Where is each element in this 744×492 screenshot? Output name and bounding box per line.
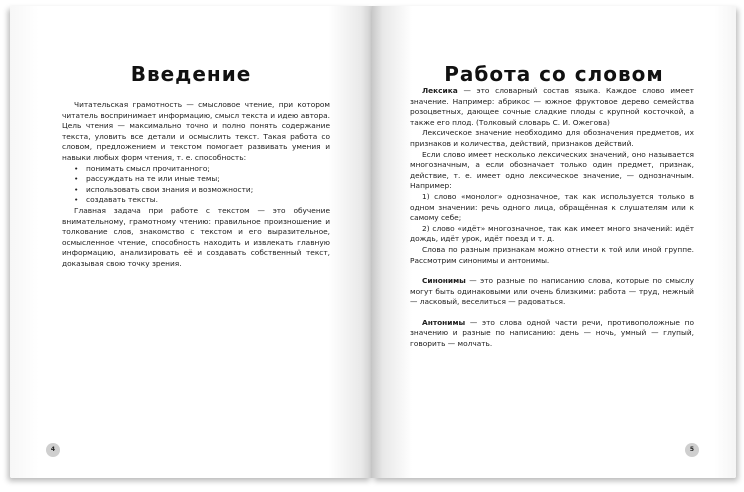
page-body — [410, 86, 694, 350]
right-page — [372, 6, 736, 478]
page-body — [62, 100, 330, 270]
example-paragraph: 2) слово «идёт» многозначное, так как имеет много значений: идёт дождь, идёт урок, идёт поезд и т. д. — [410, 223, 694, 244]
term-sinonimy: Синонимы — [422, 276, 466, 286]
main-task-paragraph: Главная задача при работе с текстом — это обучение внимательному, грамотному чтению: правильное произношение и толкование слов, знакомство с текстом и его выразительное, осмысленное чтение, способность находить и извлекать главную информацию, анализировать её и создавать собственный текст, доказывая свою точку зрения. — [62, 205, 330, 268]
list-item: • рассуждать на те или иные темы; — [74, 174, 330, 185]
page-title: Введение — [130, 62, 252, 86]
open-book — [10, 6, 736, 484]
example-paragraph: 1) слово «монолог» однозначное, так как используется только в одном значении: речь одного лица, обращённая к слушателям или к самому себе; — [410, 191, 694, 223]
left-page — [10, 6, 372, 478]
sinonimy-paragraph — [410, 276, 694, 308]
list-item: • использовать свои знания и возможности; — [74, 185, 330, 196]
lexika-paragraph — [410, 86, 694, 128]
definition-text: — это слова одной части речи, противоположные по значению и разные по написанию: день — ночь, умный — глупый, говорить — молчать. — [410, 317, 694, 349]
definition-text: — это словарный состав языка. Каждое слово имеет значение. Например: абрикос — южное фруктовое дерево семейства розоцветных, дающее сочные сладкие плоды с крупной косточкой, а также его плод. (Толковый словарь С. И. Ожегова) — [410, 86, 694, 127]
term-antonimy: Антонимы — [422, 317, 466, 327]
list-item: • понимать смысл прочитанного; — [74, 164, 330, 175]
page-title: Работа со словом — [444, 62, 664, 86]
page-number: 4 — [46, 443, 60, 457]
definition-text: — это разные по написанию слова, которые по смыслу могут быть одинаковыми или очень близкими: работа — труд, нежный — ласковый, веселиться — радоваться. — [410, 276, 694, 307]
ability-list — [62, 164, 330, 206]
page-number: 5 — [685, 443, 699, 457]
intro-paragraph: Читательская грамотность — смысловое чтение, при котором читатель воспринимает информацию, смысл текста и идею автора. Цель чтения — максимально точно и полно понять содержание текста, уловить все детали и осмыслить текст. Такая работа со словом, предложением и текстом помогает развивать умения и навыки любых форм чтения, т. е. способность: — [62, 100, 330, 162]
paragraph: Если слово имеет несколько лексических значений, оно называется многозначным, а если обозначает только один предмет, признак, действие, т. е. имеет одно лексическое значение, — однозначным. Например: — [410, 149, 694, 191]
list-item: • создавать тексты. — [74, 195, 330, 206]
antonimy-paragraph — [410, 318, 694, 350]
paragraph: Слова по разным признакам можно отнести к той или иной группе. Рассмотрим синонимы и антонимы. — [410, 244, 694, 265]
paragraph: Лексическое значение необходимо для обозначения предметов, их признаков и количества, действий, признаков действий. — [410, 128, 694, 148]
term-lexika: Лексика — [422, 86, 458, 95]
